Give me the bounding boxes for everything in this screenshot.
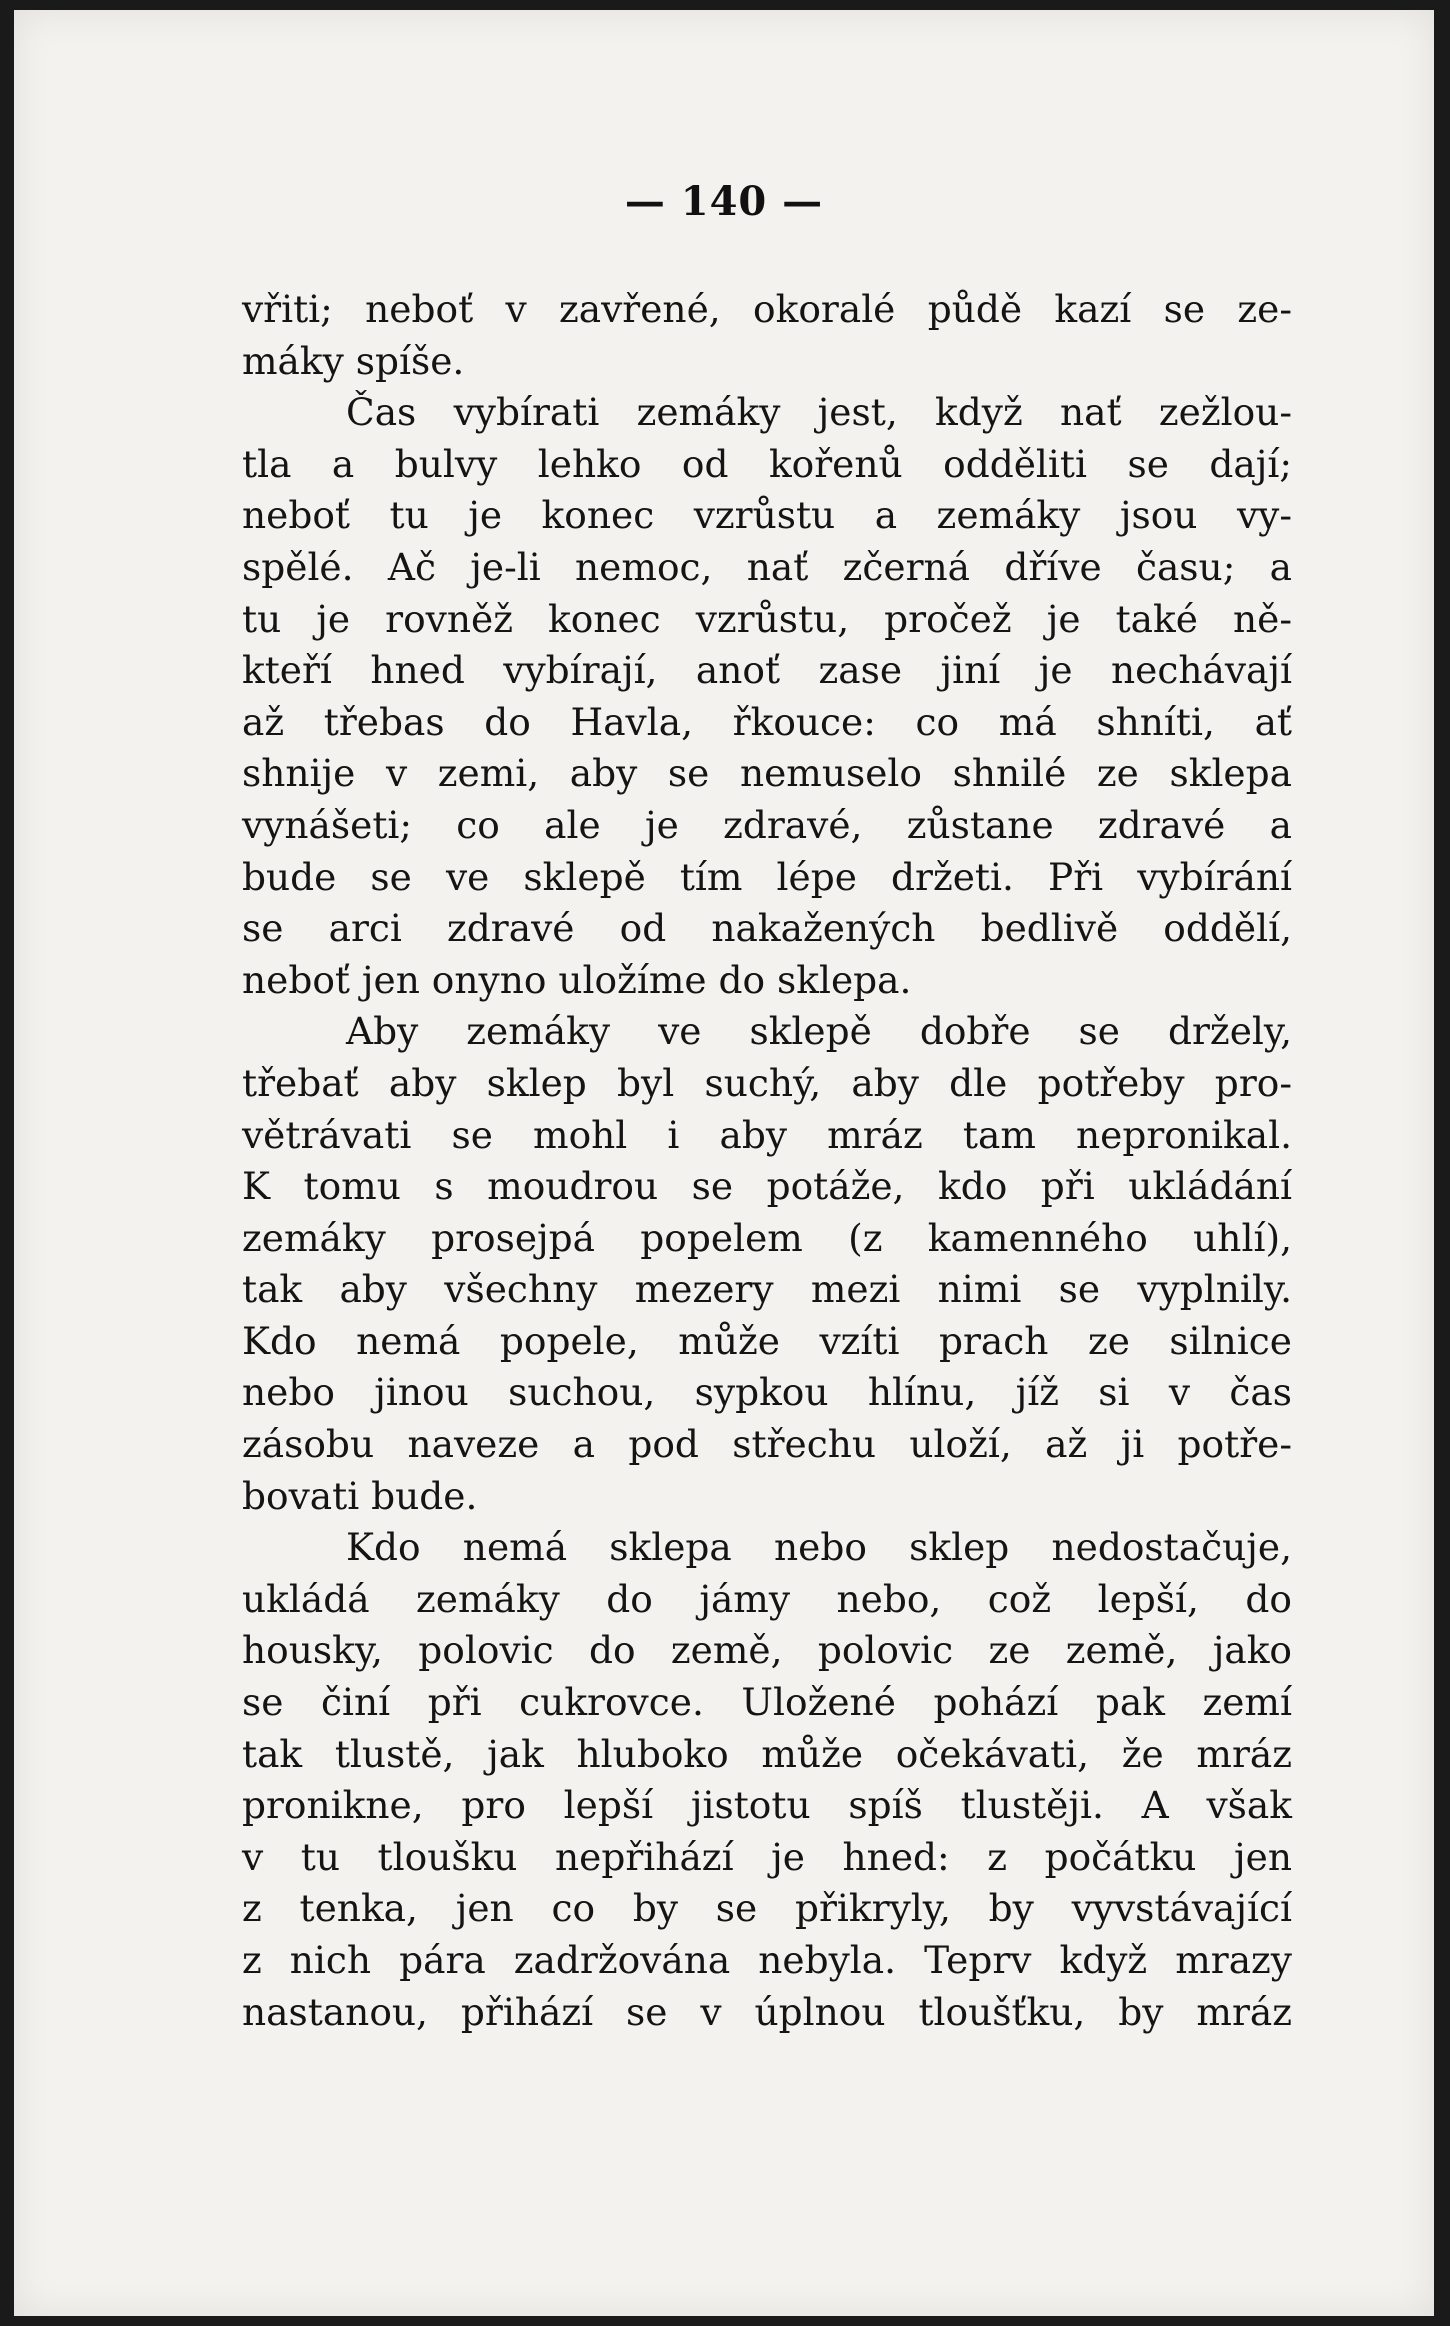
text-line: spělé. Ač je-li nemoc, nať zčerná dříve času; a — [242, 544, 1292, 589]
text-line: zemáky prosejpá popelem (z kamenného uhlí), — [242, 1215, 1292, 1260]
text-line: nastanou, přihází se v úplnou tloušťku, by mráz — [242, 1989, 1292, 2034]
body-text — [242, 284, 1292, 2038]
text-line: tak tlustě, jak hluboko může očekávati, že mráz — [242, 1731, 1292, 1776]
text-line: větrávati se mohl i aby mráz tam nepronikal. — [242, 1112, 1292, 1157]
text-line: vynášeti; co ale je zdravé, zůstane zdravé a — [242, 802, 1292, 847]
text-line: pronikne, pro lepší jistotu spíš tlustěji. A však — [242, 1783, 1292, 1828]
text-line: Kdo nemá popele, může vzíti prach ze silnice — [242, 1318, 1292, 1363]
page-number: — 140 — — [624, 178, 824, 225]
text-line: tak aby všechny mezery mezi nimi se vyplnily. — [242, 1267, 1292, 1312]
text-line: Aby zemáky ve sklepě dobře se držely, — [346, 1009, 1292, 1054]
text-line: bude se ve sklepě tím lépe držeti. Při vybírání — [242, 854, 1292, 899]
text-line: nebo jinou suchou, sypkou hlínu, jíž si v čas — [242, 1370, 1292, 1415]
text-line: se činí při cukrovce. Uložené pohází pak zemí — [242, 1680, 1292, 1725]
text-line: až třebas do Havla, řkouce: co má shníti, ať — [242, 699, 1292, 744]
text-line: Čas vybírati zemáky jest, když nať zežlou- — [346, 390, 1292, 435]
text-line: K tomu s moudrou se potáže, kdo při ukládání — [242, 1164, 1292, 1209]
text-line: bovati bude. — [242, 1473, 478, 1518]
book-page — [14, 10, 1434, 2316]
text-line: kteří hned vybírají, anoť zase jiní je nechávají — [242, 648, 1292, 693]
text-line: tla a bulvy lehko od kořenů odděliti se dají; — [242, 441, 1292, 486]
text-line: z nich pára zadržována nebyla. Teprv když mrazy — [242, 1938, 1292, 1982]
text-line: neboť jen onyno uložíme do sklepa. — [242, 957, 912, 1002]
text-line: zásobu naveze a pod střechu uloží, až ji potře- — [242, 1422, 1292, 1467]
text-line: tu je rovněž konec vzrůstu, pročež je také ně- — [242, 596, 1292, 641]
text-line: máky spíše. — [242, 338, 465, 383]
text-line: třebať aby sklep byl suchý, aby dle potřeby pro- — [242, 1060, 1292, 1105]
text-line: se arci zdravé od nakažených bedlivě oddělí, — [242, 906, 1292, 951]
text-line: Kdo nemá sklepa nebo sklep nedostačuje, — [346, 1525, 1292, 1570]
text-line: v tu tloušku nepřihází je hned: z počátku jen — [242, 1834, 1292, 1879]
text-line: z tenka, jen co by se přikryly, by vyvstávající — [242, 1886, 1292, 1931]
text-line: neboť tu je konec vzrůstu a zemáky jsou vy- — [242, 493, 1292, 538]
text-line: vřiti; neboť v zavřené, okoralé půdě kazí se ze- — [242, 287, 1292, 331]
text-line: housky, polovic do země, polovic ze země, jako — [242, 1628, 1292, 1673]
text-line: shnije v zemi, aby se nemuselo shnilé ze sklepa — [242, 751, 1292, 796]
text-line: ukládá zemáky do jámy nebo, což lepší, do — [242, 1576, 1292, 1621]
